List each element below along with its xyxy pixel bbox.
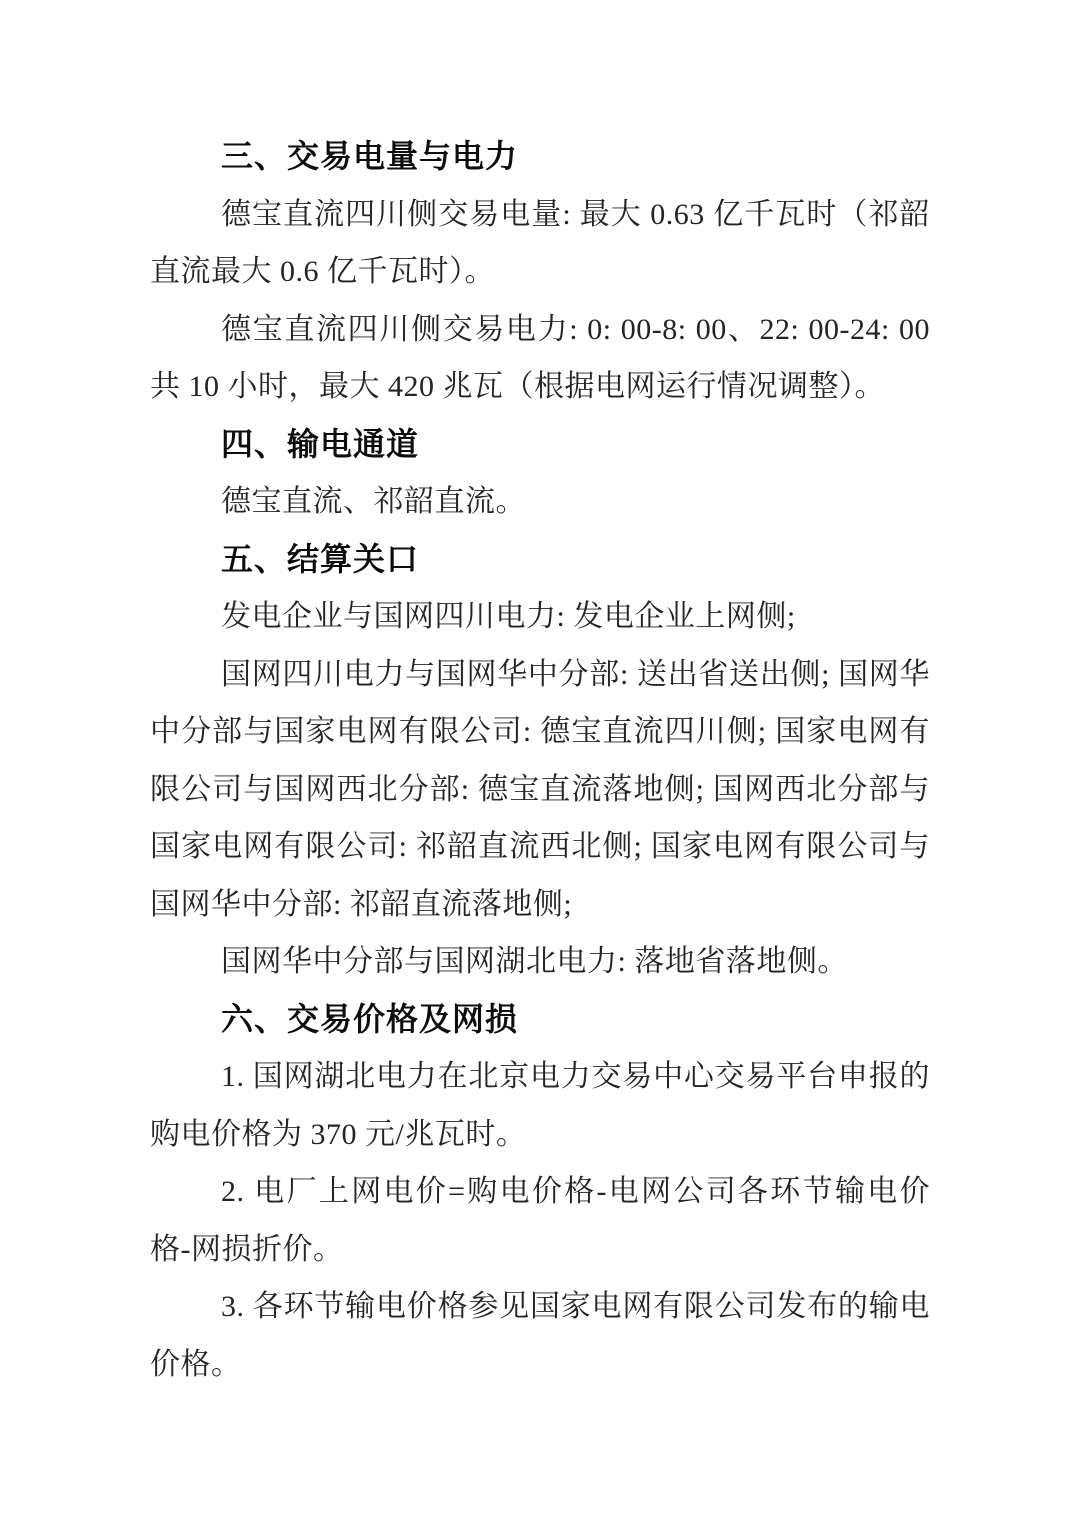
paragraph-price-item-3: 3. 各环节输电价格参见国家电网有限公司发布的输电价格。: [150, 1290, 930, 1381]
section-transmission-channels: [150, 416, 930, 531]
paragraph-channels: 德宝直流、祁韶直流。: [221, 485, 526, 518]
paragraph-trade-volume: 德宝直流四川侧交易电量: 最大 0.63 亿千瓦时（祁韶直流最大 0.6 亿千瓦时）。: [150, 197, 930, 288]
section-trade-volume-and-power: [150, 128, 930, 416]
section-heading-4: 四、输电通道: [221, 425, 420, 462]
paragraph-price-item-2: 2. 电厂上网电价=购电价格-电网公司各环节输电价格-网损折价。: [150, 1175, 930, 1266]
section-heading-3: 三、交易电量与电力: [221, 138, 519, 174]
paragraph-settlement-grid-chain: 国网四川电力与国网华中分部: 送出省送出侧; 国网华中分部与国家电网有限公司: 德宝直流四川侧; 国家电网有限公司与国网西北分部: 德宝直流落地侧; 国网西北分部与国家电网有限公司: 祁韶直流西北侧; 国家电网有限公司与国网华中分部: 祁韶直流落地侧;: [150, 657, 930, 921]
section-heading-5: 五、结算关口: [221, 540, 420, 577]
section-heading-6: 六、交易价格及网损: [221, 1000, 519, 1037]
paragraph-trade-power: 德宝直流四川侧交易电力: 0: 00-8: 00、22: 00-24: 00 共 10 小时，最大 420 兆瓦（根据电网运行情况调整）。: [150, 312, 930, 403]
paragraph-price-item-1: 1. 国网湖北电力在北京电力交易中心交易平台申报的购电价格为 370 元/兆瓦时。: [150, 1060, 930, 1151]
section-price-and-losses: [150, 991, 930, 1394]
document-body: [150, 128, 930, 1393]
paragraph-settlement-hubei: 国网华中分部与国网湖北电力: 落地省落地侧。: [221, 945, 848, 978]
paragraph-settlement-generators: 发电企业与国网四川电力: 发电企业上网侧;: [221, 600, 796, 633]
section-settlement-points: [150, 531, 930, 991]
